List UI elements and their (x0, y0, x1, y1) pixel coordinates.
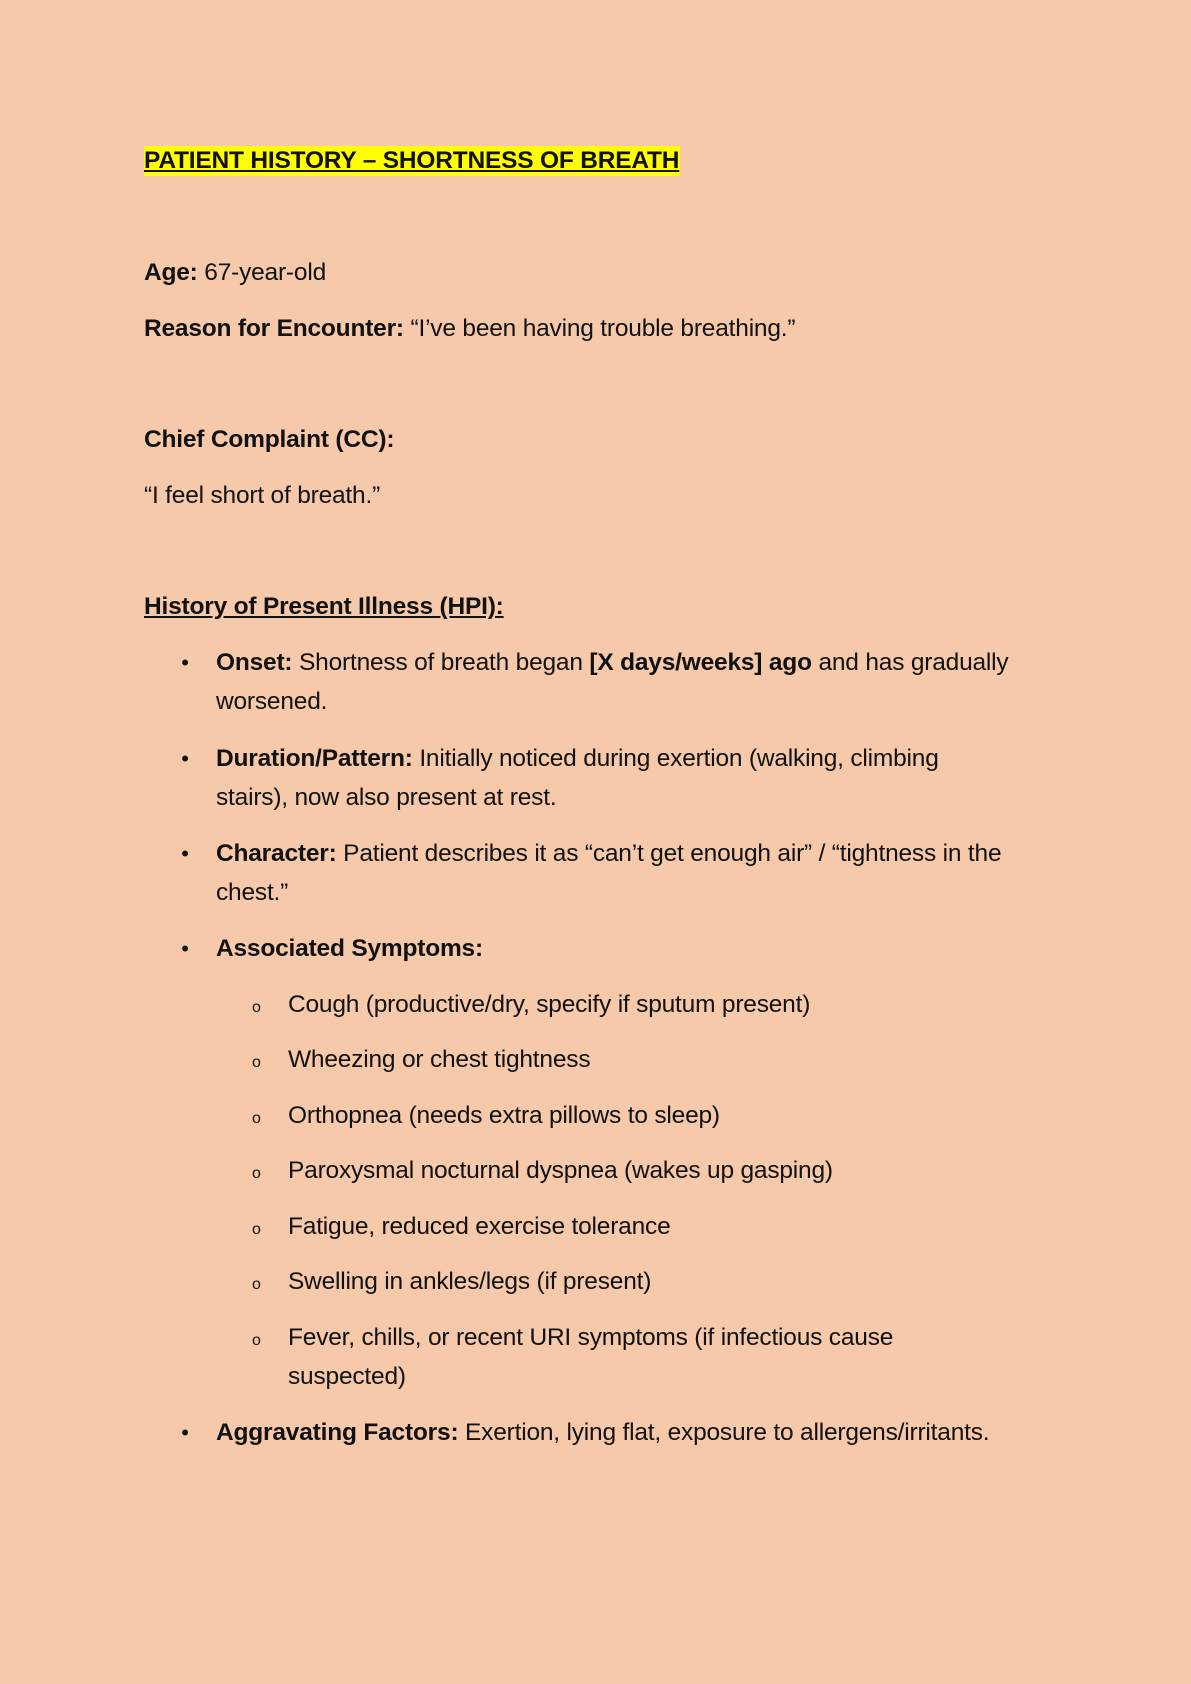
age-value: 67-year-old (204, 259, 326, 286)
duration-label: Duration/Pattern: (216, 745, 413, 772)
symptom-text: Swelling in ankles/legs (if present) (288, 1268, 652, 1295)
symptom-text: Fatigue, reduced exercise tolerance (288, 1213, 671, 1240)
sub-bullet-icon: o (252, 1110, 261, 1127)
aggravating-text (216, 1413, 1016, 1452)
character-label: Character: (216, 840, 337, 867)
associated-label: Associated Symptoms: (216, 935, 483, 962)
hpi-heading: History of Present Illness (HPI): (144, 593, 504, 620)
sub-bullet-icon: o (252, 1165, 261, 1182)
chief-complaint-value: “I feel short of breath.” (144, 482, 381, 509)
sub-bullet-icon: o (252, 999, 261, 1016)
sub-bullet-icon: o (252, 1221, 261, 1238)
symptom-text: Fever, chills, or recent URI symptoms (if infectious cause suspected) (288, 1324, 894, 1390)
duration-text (216, 739, 1016, 817)
sub-bullet-icon: o (252, 1276, 261, 1293)
age-label: Age: (144, 259, 198, 286)
bullet-icon: • (181, 936, 189, 961)
bullet-icon: • (181, 650, 189, 675)
reason-label: Reason for Encounter: (144, 315, 404, 342)
document-title: PATIENT HISTORY – SHORTNESS OF BREATH (144, 147, 680, 174)
bullet-icon: • (181, 841, 189, 866)
onset-label: Onset: (216, 649, 293, 676)
reason-line (144, 314, 795, 344)
onset-text-before: Shortness of breath began (299, 649, 583, 676)
aggravating-label: Aggravating Factors: (216, 1419, 459, 1446)
symptom-text: Wheezing or chest tightness (288, 1046, 591, 1073)
onset-timeframe: [X days/weeks] ago (589, 649, 812, 676)
onset-text (216, 643, 1016, 721)
sub-bullet-icon: o (252, 1332, 261, 1349)
sub-bullet-icon: o (252, 1054, 261, 1071)
character-text (216, 834, 1016, 912)
duration-value: Initially noticed during exertion (walking, climbing stairs), now also present at rest. (216, 745, 939, 811)
reason-value: “I’ve been having trouble breathing.” (410, 315, 796, 342)
symptom-text: Orthopnea (needs extra pillows to sleep) (288, 1102, 720, 1129)
aggravating-value: Exertion, lying flat, exposure to allergens/irritants. (465, 1419, 990, 1446)
character-value: Patient describes it as “can’t get enough air” / “tightness in the chest.” (216, 840, 1002, 906)
bullet-icon: • (181, 1420, 189, 1445)
chief-complaint-label: Chief Complaint (CC): (144, 426, 395, 453)
symptom-text: Paroxysmal nocturnal dyspnea (wakes up gasping) (288, 1157, 833, 1184)
onset-text-after: and has gradually worsened. (216, 649, 1009, 715)
age-line (144, 258, 326, 288)
symptom-text: Cough (productive/dry, specify if sputum present) (288, 991, 811, 1018)
bullet-icon: • (181, 746, 189, 771)
